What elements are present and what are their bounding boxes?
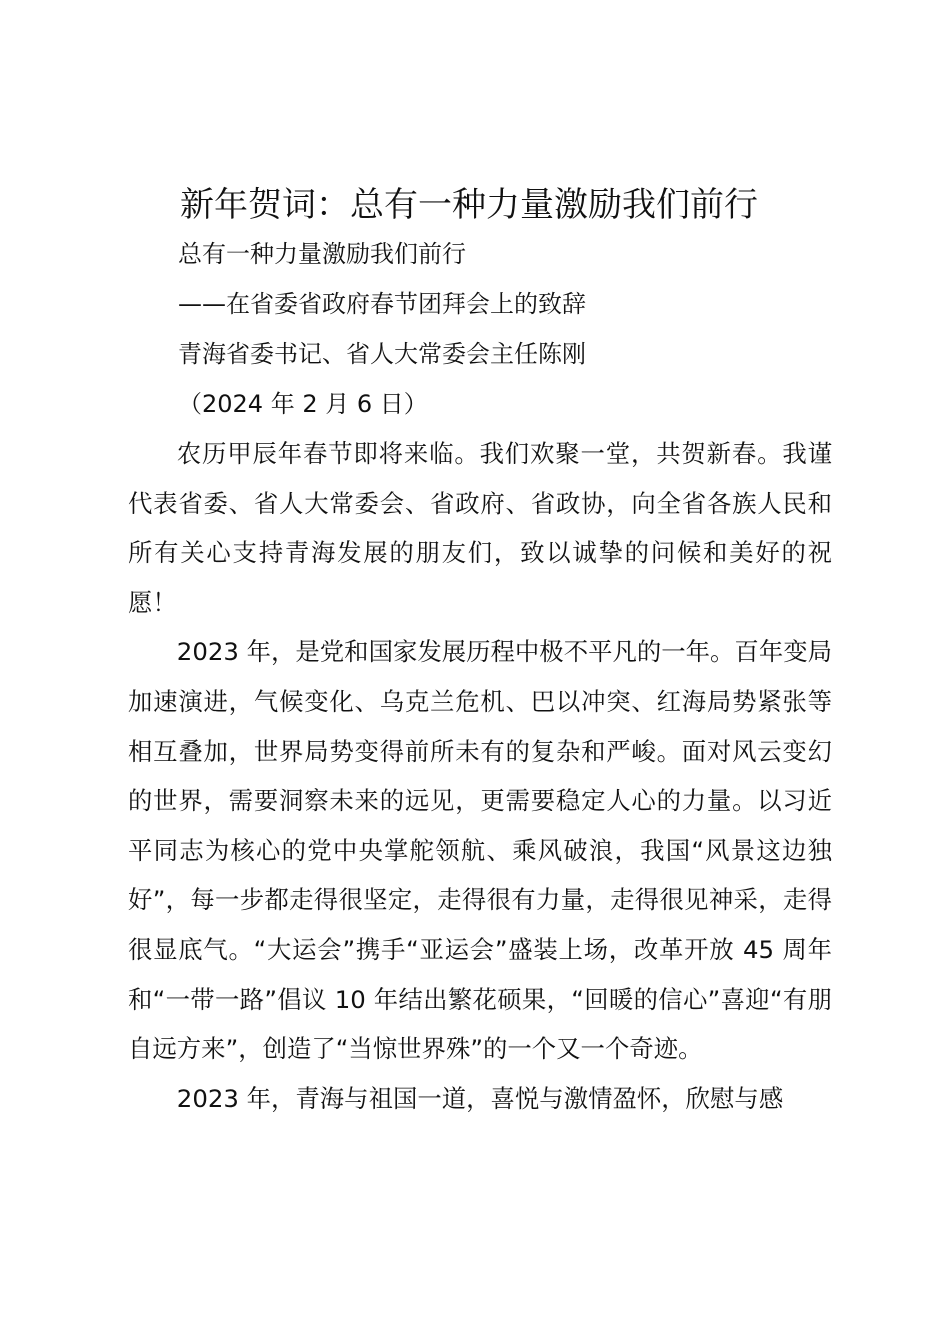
speech-occasion: ——在省委省政府春节团拜会上的致辞 (178, 290, 586, 318)
speech-body (128, 429, 832, 1123)
speech-title: 总有一种力量激励我们前行 (178, 240, 466, 268)
document-title: 新年贺词：总有一种力量激励我们前行 (180, 185, 758, 225)
paragraph-greeting: 农历甲辰年春节即将来临。我们欢聚一堂，共贺新春。我谨代表省委、省人大常委会、省政府、省政协，向全省各族人民和所有关心支持青海发展的朋友们，致以诚挚的问候和美好的祝愿！ (128, 439, 832, 617)
paragraph-2023-national: 2023 年，是党和国家发展历程中极不平凡的一年。百年变局加速演进，气候变化、乌克兰危机、巴以冲突、红海局势紧张等相互叠加，世界局势变得前所未有的复杂和严峻。面对风云变幻的世界，需要洞察未来的远见，更需要稳定人心的力量。以习近平同志为核心的党中央掌舵领航、乘风破浪，我国“风景这边独好”，每一步都走得很坚定，走得很有力量，走得很见神采，走得很显底气。“大运会”携手“亚运会”盛装上场，改革开放 45 周年和“一带一路”倡议 10 年结出繁花硕果，“回暖的信心”喜迎“有朋自远方来”，创造了“当惊世界殊”的一个又一个奇迹。 (128, 637, 832, 1064)
speech-date: （2024 年 2 月 6 日） (178, 390, 428, 418)
speaker-line: 青海省委书记、省人大常委会主任陈刚 (178, 340, 586, 368)
paragraph-2023-qinghai: 2023 年，青海与祖国一道，喜悦与激情盈怀，欣慰与感 (176, 1083, 784, 1113)
